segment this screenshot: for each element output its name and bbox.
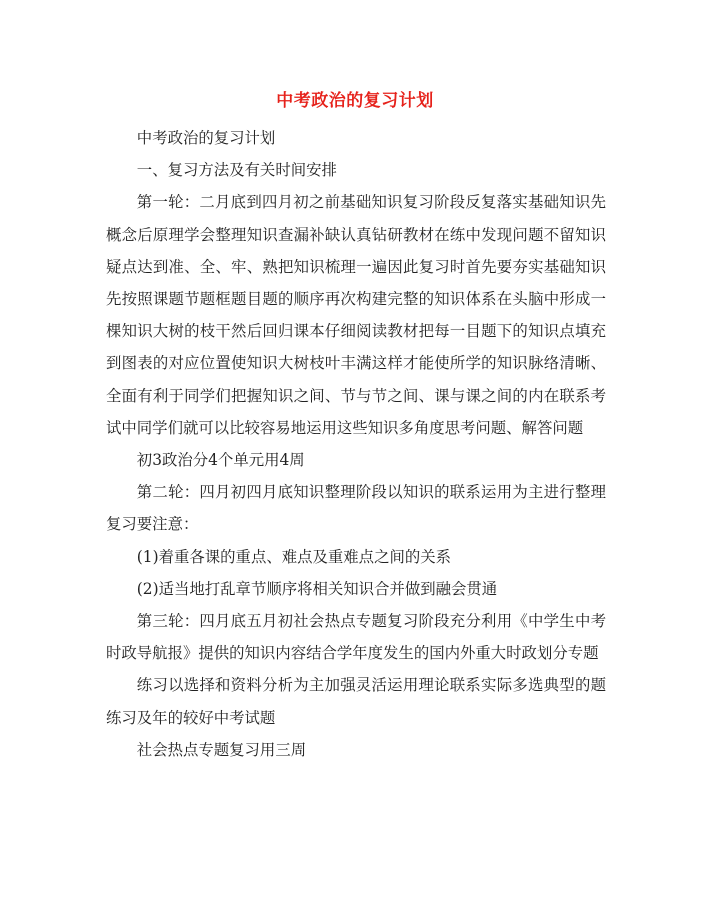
document-body	[106, 122, 606, 766]
round-two-paragraph: 第二轮：四月初四月底知识整理阶段以知识的联系运用为主进行整理复习要注意：	[106, 483, 606, 534]
hot-topics-schedule-paragraph: 社会热点专题复习用三周	[136, 740, 307, 759]
document-title: 中考政治的复习计划	[276, 91, 434, 111]
unit-schedule-paragraph: 初3政治分4个单元用4周	[136, 451, 305, 470]
round-one-paragraph: 第一轮：二月底到四月初之前基础知识复习阶段反复落实基础知识先概念后原理学会整理知识查漏补缺认真钻研教材在练中发现问题不留知识疑点达到准、全、牢、熟把知识梳理一遍因此复习时首先要夯实基础知识先按照课题节题框题目题的顺序再次构建完整的知识体系在头脑中形成一棵知识大树的枝干然后回归课本仔细阅读教材把每一目题下的知识点填充到图表的对应位置使知识大树枝叶丰满这样才能使所学的知识脉络清晰、全面有利于同学们把握知识之间、节与节之间、课与课之间的内在联系考试中同学们就可以比较容易地运用这些知识多角度思考问题、解答问题	[106, 193, 606, 437]
note-item-2: (2)适当地打乱章节顺序将相关知识合并做到融会贯通	[136, 579, 498, 598]
practice-paragraph: 练习以选择和资料分析为主加强灵活运用理论联系实际多选典型的题练习及年的较好中考试题	[106, 676, 606, 727]
subtitle-paragraph: 中考政治的复习计划	[136, 129, 276, 147]
note-item-1: (1)着重各课的重点、难点及重难点之间的关系	[136, 547, 452, 566]
section-heading: 一、复习方法及有关时间安排	[136, 161, 337, 180]
round-three-paragraph: 第三轮：四月底五月初社会热点专题复习阶段充分利用《中学生中考时政导航报》提供的知识内容结合学年度发生的国内外重大时政划分专题	[106, 612, 606, 663]
